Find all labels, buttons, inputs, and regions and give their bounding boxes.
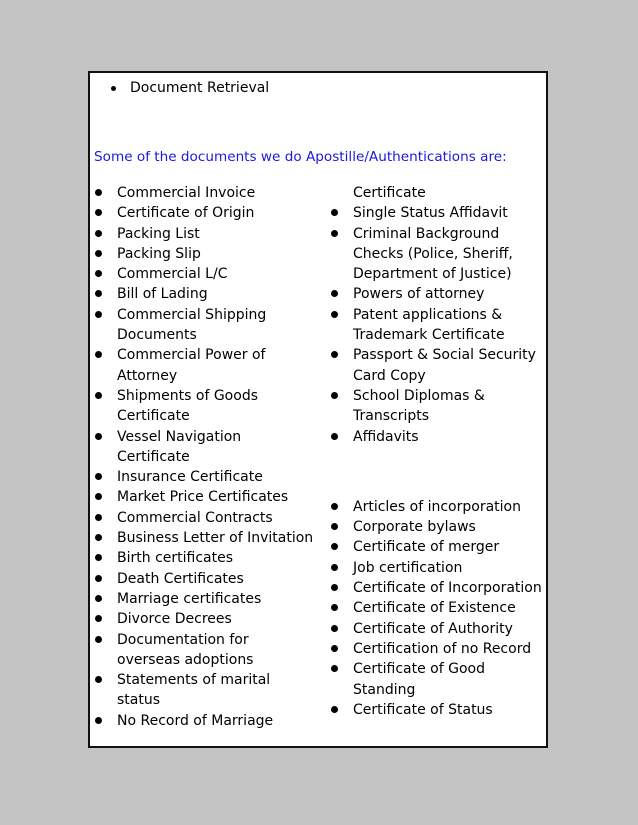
list-item-continuation: Certificate: [353, 185, 426, 201]
bullet-icon: [331, 209, 338, 216]
list-item: Passport & Social Security Card Copy: [330, 345, 546, 386]
list-item: Documentation for overseas adoptions: [94, 630, 314, 671]
list-item: Commercial Shipping Documents: [94, 305, 314, 346]
list-item: Commercial Power of Attorney: [94, 345, 314, 386]
list-item: School Diplomas & Transcripts: [330, 386, 546, 427]
bullet-icon: [95, 554, 102, 561]
list-item: Certificate of Existence: [330, 598, 546, 618]
bullet-icon: [95, 433, 102, 440]
list-item: Affidavits: [330, 427, 546, 447]
list-item: Certificate of merger: [330, 537, 546, 557]
list-item: Certificate of Status: [330, 700, 546, 720]
left-document-list: [94, 183, 314, 731]
list-item: Certification of no Record: [330, 639, 546, 659]
bullet-icon: [95, 270, 102, 277]
list-item: Certificate of Incorporation: [330, 578, 546, 598]
bullet-icon: [95, 534, 102, 541]
bullet-icon: [95, 230, 102, 237]
bullet-icon: [331, 311, 338, 318]
bullet-icon: [331, 503, 338, 510]
bullet-icon: [331, 706, 338, 713]
list-item: Business Letter of Invitation: [94, 528, 314, 548]
bullet-icon: [95, 514, 102, 521]
bullet-icon: [95, 615, 102, 622]
bullet-icon: [331, 604, 338, 611]
list-item: Death Certificates: [94, 569, 314, 589]
list-item: Corporate bylaws: [330, 517, 546, 537]
bullet-icon: [331, 665, 338, 672]
list-item: Packing List: [94, 224, 314, 244]
bullet-icon: [95, 575, 102, 582]
list-item: Articles of incorporation: [330, 497, 546, 517]
bullet-icon: [95, 189, 102, 196]
bullet-icon: [331, 645, 338, 652]
bullet-icon: [95, 717, 102, 724]
list-item: Shipments of Goods Certificate: [94, 386, 314, 427]
bullet-icon: [331, 625, 338, 632]
bullet-icon: [331, 433, 338, 440]
bullet-icon: [331, 564, 338, 571]
bullet-icon: [111, 86, 116, 91]
list-item: Certificate of Authority: [330, 619, 546, 639]
bullet-icon: [95, 473, 102, 480]
bullet-icon: [331, 290, 338, 297]
right-document-list: [330, 183, 546, 720]
document-page: [88, 71, 548, 748]
bullet-icon: [331, 351, 338, 358]
list-item: Single Status Affidavit: [330, 203, 546, 223]
bullet-icon: [331, 543, 338, 550]
bullet-icon: [95, 250, 102, 257]
list-item: Patent applications & Trademark Certificate: [330, 305, 546, 346]
list-item: Marriage certificates: [94, 589, 314, 609]
list-item: Insurance Certificate: [94, 467, 314, 487]
list-item: Criminal Background Checks (Police, Sheriff, Department of Justice): [330, 224, 546, 285]
bullet-icon: [95, 392, 102, 399]
bullet-icon: [331, 230, 338, 237]
bullet-icon: [95, 311, 102, 318]
bullet-icon: [95, 636, 102, 643]
bullet-icon: [95, 290, 102, 297]
list-item: Commercial Invoice: [94, 183, 314, 203]
bullet-icon: [95, 351, 102, 358]
list-item: Certificate of Origin: [94, 203, 314, 223]
list-item: Packing Slip: [94, 244, 314, 264]
list-item: Certificate of Good Standing: [330, 659, 546, 700]
list-item: Birth certificates: [94, 548, 314, 568]
list-item: Job certification: [330, 558, 546, 578]
list-item: Bill of Lading: [94, 284, 314, 304]
list-item: Statements of marital status: [94, 670, 314, 711]
bullet-icon: [331, 392, 338, 399]
bullet-icon: [95, 493, 102, 500]
bullet-icon: [331, 523, 338, 530]
list-item-document-retrieval: [107, 79, 269, 97]
bullet-icon: [331, 584, 338, 591]
list-spacer: [330, 447, 546, 497]
list-item: Vessel Navigation Certificate: [94, 427, 314, 468]
list-item: Commercial Contracts: [94, 508, 314, 528]
list-item: Market Price Certificates: [94, 487, 314, 507]
intro-heading: Some of the documents we do Apostille/Authentications are:: [94, 149, 507, 165]
list-item: No Record of Marriage: [94, 711, 314, 731]
list-item: Commercial L/C: [94, 264, 314, 284]
bullet-icon: [95, 209, 102, 216]
list-item: Divorce Decrees: [94, 609, 314, 629]
list-item: Powers of attorney: [330, 284, 546, 304]
bullet-icon: [95, 595, 102, 602]
bullet-icon: [95, 676, 102, 683]
list-item-label: Document Retrieval: [130, 80, 270, 96]
